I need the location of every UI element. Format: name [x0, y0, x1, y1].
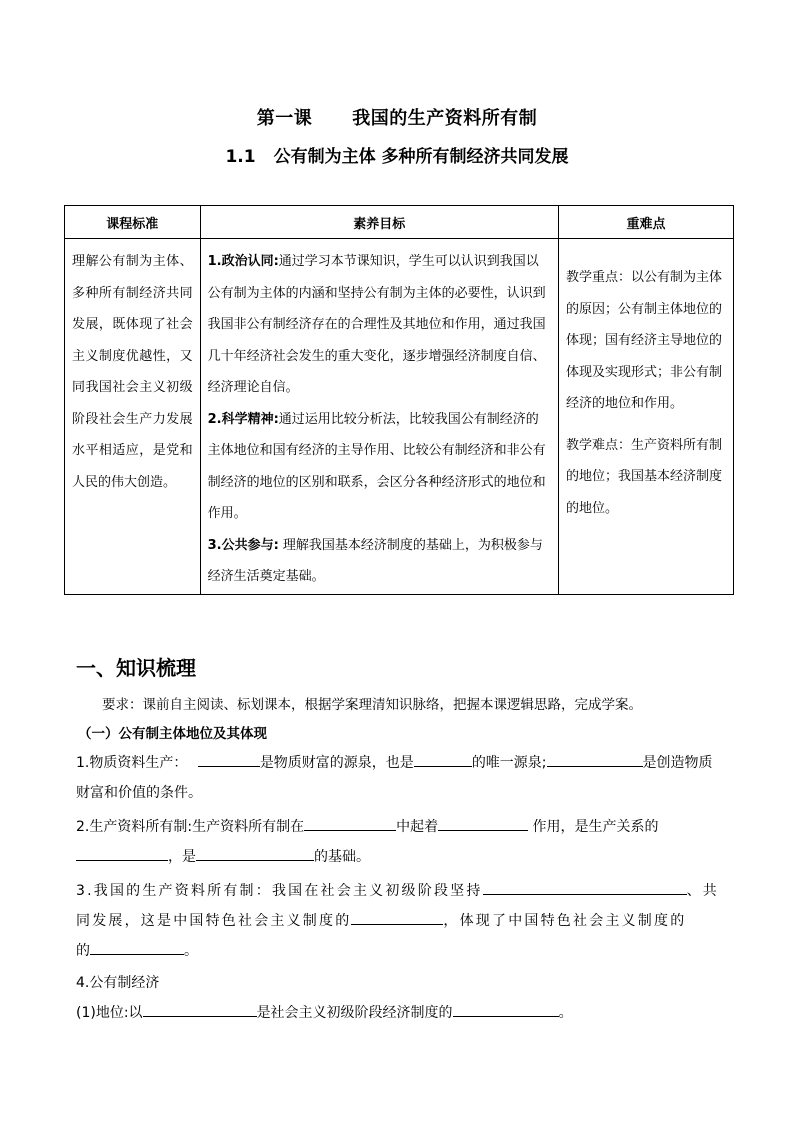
fill-blank[interactable]: [304, 816, 396, 831]
fill-blank[interactable]: [198, 752, 260, 767]
key-points-text: 教学重点：以公有制为主体的原因；公有制主体地位的体现；国有经济主导地位的体现及实现形式；非公有制经济的地位和作用。: [565, 270, 722, 411]
lesson-subject: 我国的生产资料所有制: [352, 108, 538, 129]
lesson-title: [0, 104, 794, 130]
fill-blank[interactable]: [143, 1002, 257, 1017]
lesson-number: 第一课: [256, 108, 313, 129]
header-goals: 素养目标: [200, 206, 558, 239]
goal-text: 通过运用比较分析法，比较我国公有制经济的主体地位和国有经济的主导作用、比较公有制经济和非公有制经济的地位的区别和联系，会区分各种经济形式的地位和作用。: [207, 411, 546, 521]
goal-label: 3.公共参与:: [207, 537, 279, 553]
curriculum-table: [64, 205, 734, 595]
fill-blank[interactable]: [351, 910, 443, 925]
goal-item: [208, 246, 551, 404]
section-number: 1.1: [225, 147, 256, 167]
section-title-text: 公有制为主体 多种所有制经济共同发展: [273, 147, 569, 167]
fill-blank[interactable]: [453, 1002, 559, 1017]
table-header-row: [65, 206, 734, 239]
goal-label: 1.政治认同:: [207, 254, 279, 269]
section-title: [0, 142, 794, 167]
header-key-points: 重难点: [558, 206, 733, 239]
item-4: 4.公有制经济: [76, 975, 160, 991]
section-heading: 一、知识梳理: [76, 656, 196, 680]
table-row: [65, 239, 734, 595]
goals-cell: [200, 239, 558, 595]
key-points-cell: [558, 239, 733, 595]
goal-text: 理解我国基本经济制度的基础上，为积极参与经济生活奠定基础。: [207, 537, 543, 584]
goal-item: [208, 530, 551, 593]
fill-blank[interactable]: [76, 846, 168, 861]
item-4-1: (1)地位:以 是社会主义初级阶段经济制度的 。: [76, 998, 724, 1028]
fill-blank[interactable]: [414, 752, 472, 767]
header-standard: 课程标准: [65, 206, 201, 239]
fill-blank[interactable]: [438, 816, 528, 831]
fill-blank[interactable]: [196, 846, 314, 861]
standard-cell: [65, 239, 201, 595]
goal-label: 2.科学精神:: [207, 411, 279, 427]
fill-blank[interactable]: [483, 880, 687, 895]
item-2: 2.生产资料所有制:生产资料所有制在 中起着 作用，是生产关系的 ，是 的基础。: [76, 812, 724, 872]
requirement-text: 要求：课前自主阅读、标划课本，根据学案理清知识脉络，把握本课逻辑思路，完成学案。: [102, 697, 642, 713]
fill-blank[interactable]: [90, 940, 184, 955]
standard-text: 理解公有制为主体、多种所有制经济共同发展，既体现了社会主义制度优越性，又同我国社会主义初级阶段社会生产力发展水平相适应，是党和人民的伟大创造。: [72, 254, 193, 490]
difficult-points-text: 教学难点：生产资料所有制的地位；我国基本经济制度的地位。: [565, 437, 722, 516]
item-3: 3.我国的生产资料所有制：我国在社会主义初级阶段坚持 、共同发展，这是中国特色社会主义制度的 ，体现了中国特色社会主义制度的 的 。: [76, 876, 724, 966]
item-1: 1.物质资料生产： 是物质财富的源泉，也是 的唯一源泉; 是创造物质财富和价值的条件。: [76, 748, 724, 808]
subsection-heading: （一）公有制主体地位及其体现: [78, 726, 267, 742]
goal-item: [208, 404, 551, 530]
goal-text: 通过学习本节课知识，学生可以认识到我国以公有制为主体的内涵和坚持公有制为主体的必要性，认识到我国非公有制经济存在的合理性及其地位和作用，通过我国几十年经济社会发生的重大变化，逐步增强经济制度自信、经济理论自信。: [207, 254, 546, 395]
fill-blank[interactable]: [547, 752, 643, 767]
